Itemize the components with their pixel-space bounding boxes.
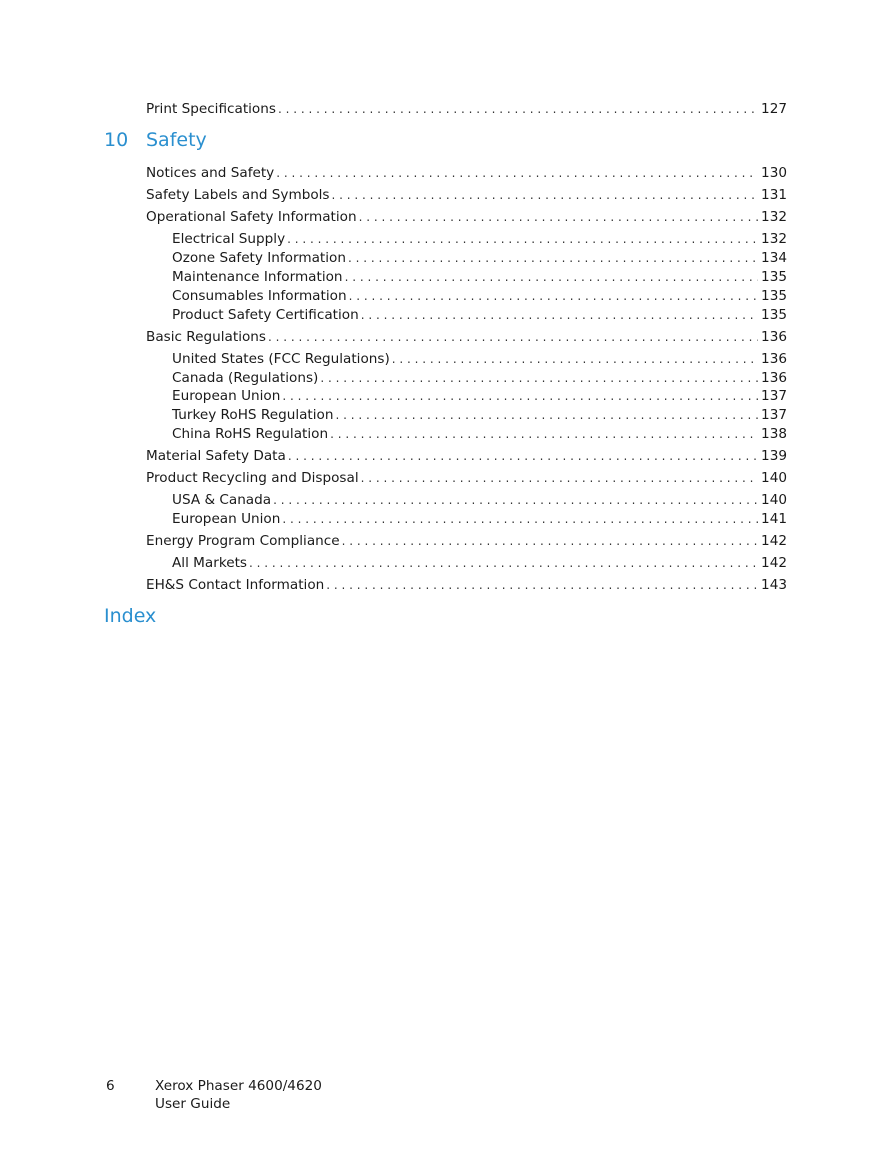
- toc-entry[interactable]: [146, 328, 787, 346]
- toc-entry[interactable]: [146, 532, 787, 550]
- dot-leader: [332, 186, 759, 204]
- toc-entry-page: 140: [761, 470, 787, 486]
- dot-leader: [282, 387, 758, 405]
- toc-entry[interactable]: [146, 186, 787, 204]
- toc-subentry[interactable]: [172, 249, 787, 267]
- chapter-number: 10: [104, 129, 129, 151]
- toc-entry-page: 141: [761, 511, 787, 527]
- toc-entry-title: EH&S Contact Information: [146, 577, 325, 593]
- dot-leader: [273, 491, 758, 509]
- toc-entry-page: 136: [761, 370, 787, 386]
- toc-entry-page: 137: [761, 388, 787, 404]
- footer-product-name: Xerox Phaser 4600/4620: [155, 1078, 322, 1094]
- toc-entry-title: Energy Program Compliance: [146, 533, 340, 549]
- toc-subentry[interactable]: [172, 287, 787, 305]
- dot-leader: [326, 576, 758, 594]
- toc-entry-page: 135: [761, 288, 787, 304]
- toc-entry-page: 139: [761, 448, 787, 464]
- toc-entry[interactable]: [146, 469, 787, 487]
- toc-entry-page: 135: [761, 307, 787, 323]
- dot-leader: [268, 328, 758, 346]
- dot-leader: [320, 369, 758, 387]
- page-number: 6: [106, 1078, 115, 1094]
- toc-entry-title: Turkey RoHS Regulation: [172, 407, 334, 423]
- toc-entry-title: Ozone Safety Information: [172, 250, 346, 266]
- dot-leader: [342, 532, 758, 550]
- toc-entry-page: 131: [761, 187, 787, 203]
- toc-subentry[interactable]: [172, 406, 787, 424]
- dot-leader: [359, 208, 758, 226]
- toc-entry-page: 132: [761, 231, 787, 247]
- toc-entry-page: 130: [761, 165, 787, 181]
- toc-entry[interactable]: [146, 576, 787, 594]
- dot-leader: [348, 249, 758, 267]
- toc-entry-title: Material Safety Data: [146, 448, 286, 464]
- toc-entry-page: 137: [761, 407, 787, 423]
- toc-entry-page: 127: [761, 101, 787, 117]
- dot-leader: [282, 510, 758, 528]
- toc-entry-page: 135: [761, 269, 787, 285]
- toc-subentry[interactable]: [172, 369, 787, 387]
- toc-entry-title: USA & Canada: [172, 492, 272, 508]
- dot-leader: [349, 287, 758, 305]
- dot-leader: [361, 469, 758, 487]
- toc-entry-title: All Markets: [172, 555, 247, 571]
- toc-entry-title: Print Specifications: [146, 101, 276, 117]
- toc-entry-page: 136: [761, 329, 787, 345]
- toc-entry[interactable]: [146, 164, 787, 182]
- toc-entry-page: 142: [761, 555, 787, 571]
- dot-leader: [287, 230, 758, 248]
- toc-subentry[interactable]: [172, 350, 787, 368]
- toc-entry-page: 143: [761, 577, 787, 593]
- toc-subentry[interactable]: [172, 491, 787, 509]
- toc-subentry[interactable]: [172, 230, 787, 248]
- dot-leader: [276, 164, 758, 182]
- toc-entry-title: United States (FCC Regulations): [172, 351, 390, 367]
- toc-entry-title: Safety Labels and Symbols: [146, 187, 330, 203]
- toc-subentry[interactable]: [172, 554, 787, 572]
- dot-leader: [361, 306, 758, 324]
- toc-entry-title: Maintenance Information: [172, 269, 343, 285]
- toc-entry-page: 134: [761, 250, 787, 266]
- toc-subentry[interactable]: [172, 510, 787, 528]
- toc-entry[interactable]: [146, 100, 787, 118]
- toc-entry[interactable]: [146, 447, 787, 465]
- toc-entry-title: Basic Regulations: [146, 329, 266, 345]
- toc-entry-page: 142: [761, 533, 787, 549]
- toc-entry-title: Consumables Information: [172, 288, 347, 304]
- toc-entry-page: 138: [761, 426, 787, 442]
- toc-entry-title: Notices and Safety: [146, 165, 275, 181]
- toc-subentry[interactable]: [172, 268, 787, 286]
- dot-leader: [392, 350, 758, 368]
- toc-entry-title: Electrical Supply: [172, 231, 286, 247]
- dot-leader: [335, 406, 758, 424]
- toc-entry-title: Product Safety Certification: [172, 307, 359, 323]
- dot-leader: [345, 268, 758, 286]
- chapter-title: Safety: [146, 129, 207, 151]
- dot-leader: [288, 447, 758, 465]
- toc-subentry[interactable]: [172, 387, 787, 405]
- toc-entry-title: Canada (Regulations): [172, 370, 319, 386]
- dot-leader: [278, 100, 758, 118]
- toc-entry-title: China RoHS Regulation: [172, 426, 329, 442]
- toc-entry-title: European Union: [172, 511, 281, 527]
- chapter-heading[interactable]: [104, 128, 207, 152]
- toc-entry-title: Product Recycling and Disposal: [146, 470, 359, 486]
- toc-entry-title: Operational Safety Information: [146, 209, 357, 225]
- dot-leader: [330, 425, 758, 443]
- dot-leader: [249, 554, 758, 572]
- toc-entry[interactable]: [146, 208, 787, 226]
- toc-subentry[interactable]: [172, 306, 787, 324]
- index-heading[interactable]: Index: [104, 605, 157, 627]
- toc-entry-page: 136: [761, 351, 787, 367]
- toc-entry-page: 140: [761, 492, 787, 508]
- footer-doc-title: User Guide: [155, 1096, 231, 1112]
- toc-subentry[interactable]: [172, 425, 787, 443]
- toc-entry-page: 132: [761, 209, 787, 225]
- toc-entry-title: European Union: [172, 388, 281, 404]
